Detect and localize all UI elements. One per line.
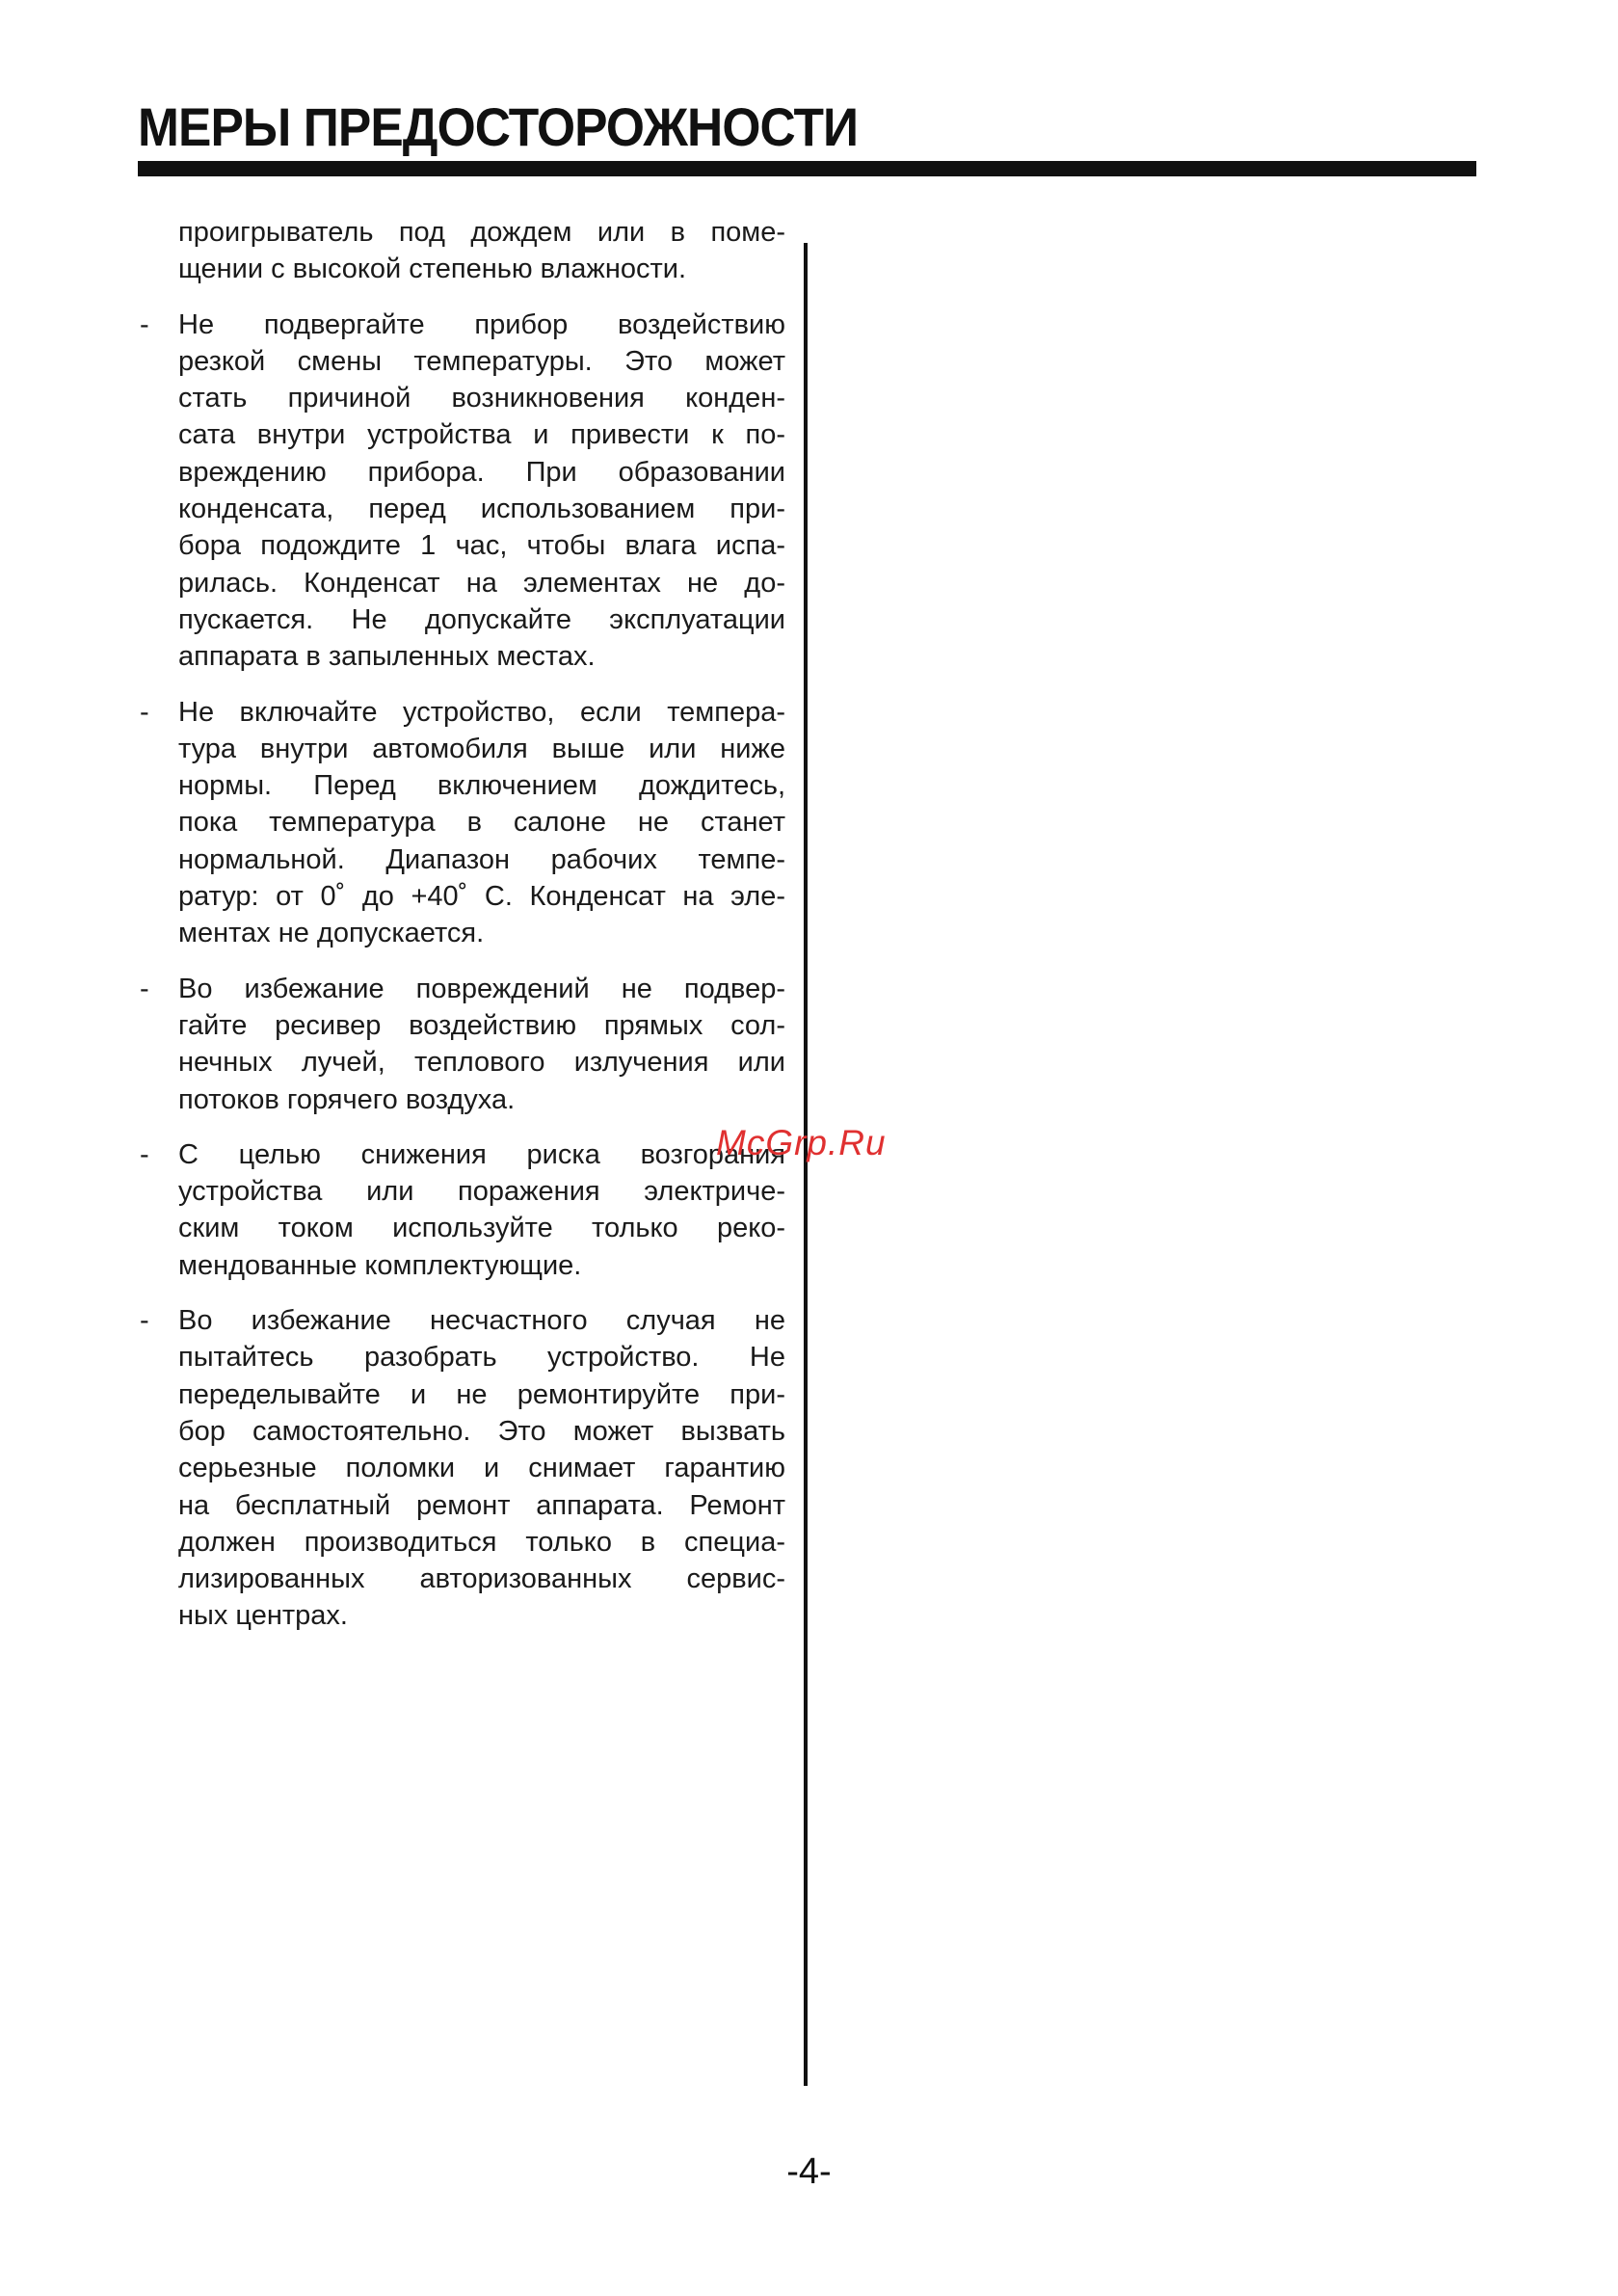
- text-line: вреждению прибора. При образовании: [178, 456, 785, 488]
- text-line: должен производиться только в специа-: [178, 1526, 785, 1558]
- text-line: Во избежание несчастного случая не: [178, 1305, 785, 1337]
- list-item: [138, 1302, 785, 1635]
- text-line: потоков горячего воздуха.: [178, 1083, 516, 1115]
- bullet-dash: -: [140, 1138, 149, 1170]
- text-line: конденсата, перед использованием при-: [178, 494, 785, 525]
- text-line: бор самостоятельно. Это может вызвать: [178, 1415, 785, 1447]
- list-item: [138, 214, 785, 288]
- text-line: нечных лучей, теплового излучения или: [178, 1047, 785, 1079]
- text-line: мендованные комплектующие.: [178, 1249, 582, 1281]
- text-line: рилась. Конденсат на элементах не до-: [178, 567, 785, 599]
- list-item: [138, 1136, 785, 1284]
- text-line: ским током используйте только реко-: [178, 1213, 785, 1244]
- text-line: пока температура в салоне не станет: [178, 807, 785, 839]
- text-line: щении с высокой степенью влажности.: [178, 254, 687, 285]
- text-line: нормы. Перед включением дождитесь,: [178, 770, 785, 802]
- page-number: -4-: [786, 2151, 832, 2192]
- text-line: Не включайте устройство, если темпера-: [178, 696, 785, 728]
- text-line: бора подождите 1 час, чтобы влага испа-: [178, 530, 785, 562]
- watermark-logo: McGrp.Ru: [716, 1123, 887, 1162]
- text-line: устройства или поражения электриче-: [178, 1176, 785, 1208]
- list-item: [138, 307, 785, 676]
- title-rule: [138, 161, 1476, 176]
- text-line: стать причиной возникновения конден-: [178, 383, 785, 414]
- text-line: нормальной. Диапазон рабочих темпе-: [178, 843, 785, 875]
- column-divider: [804, 243, 808, 2086]
- list-item: [138, 694, 785, 952]
- text-line: ратур: от 0˚ до +40˚ С. Конденсат на эле-: [178, 881, 785, 913]
- bullet-dash: -: [140, 1305, 149, 1337]
- text-line: тура внутри автомобиля выше или ниже: [178, 733, 785, 764]
- bullet-dash: -: [140, 696, 149, 728]
- text-line: на бесплатный ремонт аппарата. Ремонт: [178, 1489, 785, 1521]
- text-line: переделывайте и не ремонтируйте при-: [178, 1378, 785, 1410]
- text-line: проигрыватель под дождем или в поме-: [178, 217, 785, 248]
- text-line: ментах не допускается.: [178, 918, 485, 949]
- bullet-dash: -: [140, 973, 149, 1004]
- text-line: Во избежание повреждений не подвер-: [178, 973, 785, 1004]
- list-item: [138, 971, 785, 1118]
- bullet-dash: -: [140, 308, 149, 340]
- precautions-list: [138, 214, 785, 1653]
- page-title: МЕРЫ ПРЕДОСТОРОЖНОСТИ: [138, 96, 859, 157]
- text-line: пытайтесь разобрать устройство. Не: [178, 1342, 785, 1374]
- text-line: Не подвергайте прибор воздействию: [178, 308, 785, 340]
- text-line: лизированных авторизованных сервис-: [178, 1563, 785, 1595]
- text-line: резкой смены температуры. Это может: [178, 345, 785, 377]
- text-line: ных центрах.: [178, 1600, 348, 1632]
- text-line: серьезные поломки и снимает гарантию: [178, 1453, 785, 1484]
- text-line: С целью снижения риска возгорания: [178, 1138, 785, 1170]
- text-line: пускается. Не допускайте эксплуатации: [178, 603, 785, 635]
- text-line: аппарата в запыленных местах.: [178, 641, 596, 673]
- text-line: сата внутри устройства и привести к по-: [178, 419, 785, 451]
- text-line: гайте ресивер воздействию прямых сол-: [178, 1009, 785, 1041]
